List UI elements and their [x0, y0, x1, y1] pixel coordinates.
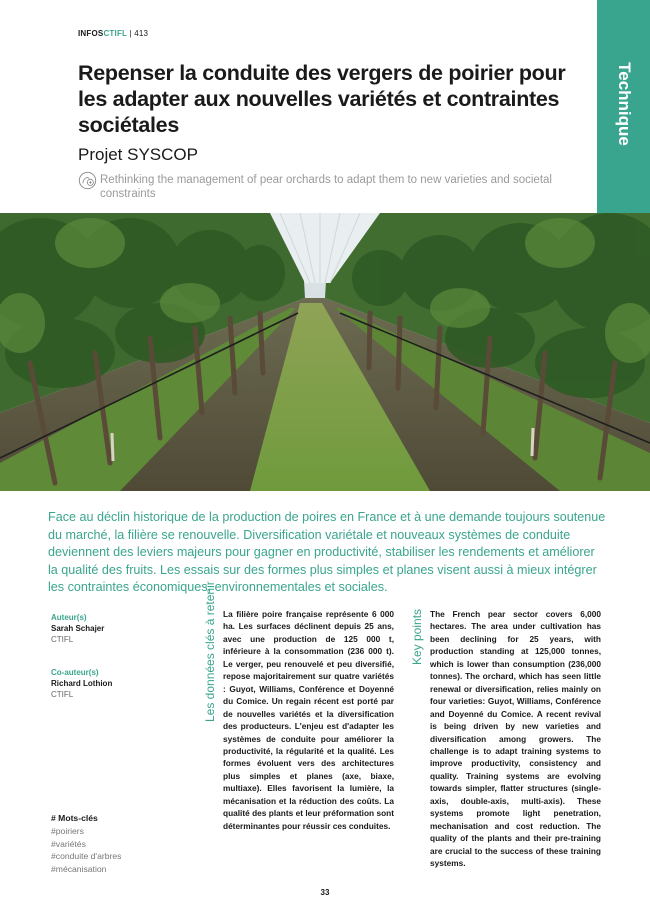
english-flag-icon: [78, 171, 97, 190]
brand-name: INFOS: [78, 29, 104, 38]
author-name: Sarah Schajer: [51, 624, 105, 633]
coauthor-name: Richard Lothion: [51, 679, 113, 688]
english-title: Rethinking the management of pear orchards to adapt them to new varieties and societal constraints: [100, 174, 552, 200]
keywords-title: # Mots-clés: [51, 813, 98, 823]
keyword: #variétés: [51, 838, 86, 849]
magazine-header: [78, 29, 148, 38]
issue-number: | 413: [127, 29, 149, 38]
key-data-text-fr: La filière poire française représente 6 000 ha. Les surfaces déclinent depuis 25 ans, avec une production de 125 000 t, inférieure à la consommation (236 000 t). Le verger, peu renouvelé et peu diversifié, repose majoritairement sur quatre variétés : Guyot, Williams, Conférence et Doyenné du Comice. Un regain récent est porté par de nouvelles variétés et la diversification des producteurs. L'enjeu est d'adapter les systèmes de conduite pour améliorer la productivité, la régularité et la qualité. Les formes évoluent vers des architectures plus simples et planes (axe, biaxe, multiaxe). Elles favorisent la lumière, la mécanisation et la réduction des coûts. La qualité des plants et leur préformation sont déterminantes pour réussir ces conduites.: [223, 609, 394, 831]
keyword: #mécanisation: [51, 864, 107, 875]
key-data-label-fr: Les données clés à retenir: [203, 581, 217, 722]
author-org: CTIFL: [51, 635, 74, 644]
key-points-label-en: Key points: [410, 608, 424, 665]
brand-accent: CTIFL: [103, 29, 128, 38]
coauthor-label: Co-auteur(s): [51, 668, 99, 677]
keywords-block: [51, 812, 121, 876]
key-points-text-en: The French pear sector covers 6,000 hectares. The area under cultivation has been declining for 25 years, with production standing at 125,000 tonnes, which is lower than consumption (236,000 tonnes). The orchard, which has seen little renewal or diversification, relies mainly on four varieties: Guyot, Williams, Conférence and Doyenné du Comice. A recent revival is being driven by new varieties and diversification among growers. The challenge is to adapt training systems to improve productivity, consistency and quality. Training systems are evolving towards simpler, flatter structures (single-axis, double-axis, multi-axis). These systems promote light penetration, mechanisation and cost reduction. The quality of the plants and their pre-training are crucial to the success of these training systems.: [430, 609, 601, 869]
article-title: Repenser la conduite des vergers de poirier pour les adapter aux nouvelles variétés et contraintes sociétales: [78, 61, 566, 137]
coauthor-org: CTIFL: [51, 690, 74, 699]
intro-paragraph: Face au déclin historique de la production de poires en France et à une demande toujours soutenue du marché, la filière se renouvelle. Diversification variétale et nouveaux systèmes de conduite deviennent des leviers majeurs pour gagner en productivité, stabiliser les rendements et améliorer la qualité des fruits. Les essais sur des formes plus simples et planes visent aussi à mieux intégrer les contraintes économiques, environnementales et sociales.: [48, 510, 606, 594]
article-subtitle: Projet SYSCOP: [78, 145, 198, 164]
author-label: Auteur(s): [51, 613, 87, 622]
pear-orchard-photo: [0, 213, 650, 491]
section-tab-label: Technique: [614, 62, 634, 146]
section-tab: [597, 0, 650, 213]
keyword: #conduite d'arbres: [51, 851, 122, 862]
page-number: 33: [320, 888, 330, 897]
keyword: #poiriers: [51, 825, 84, 836]
